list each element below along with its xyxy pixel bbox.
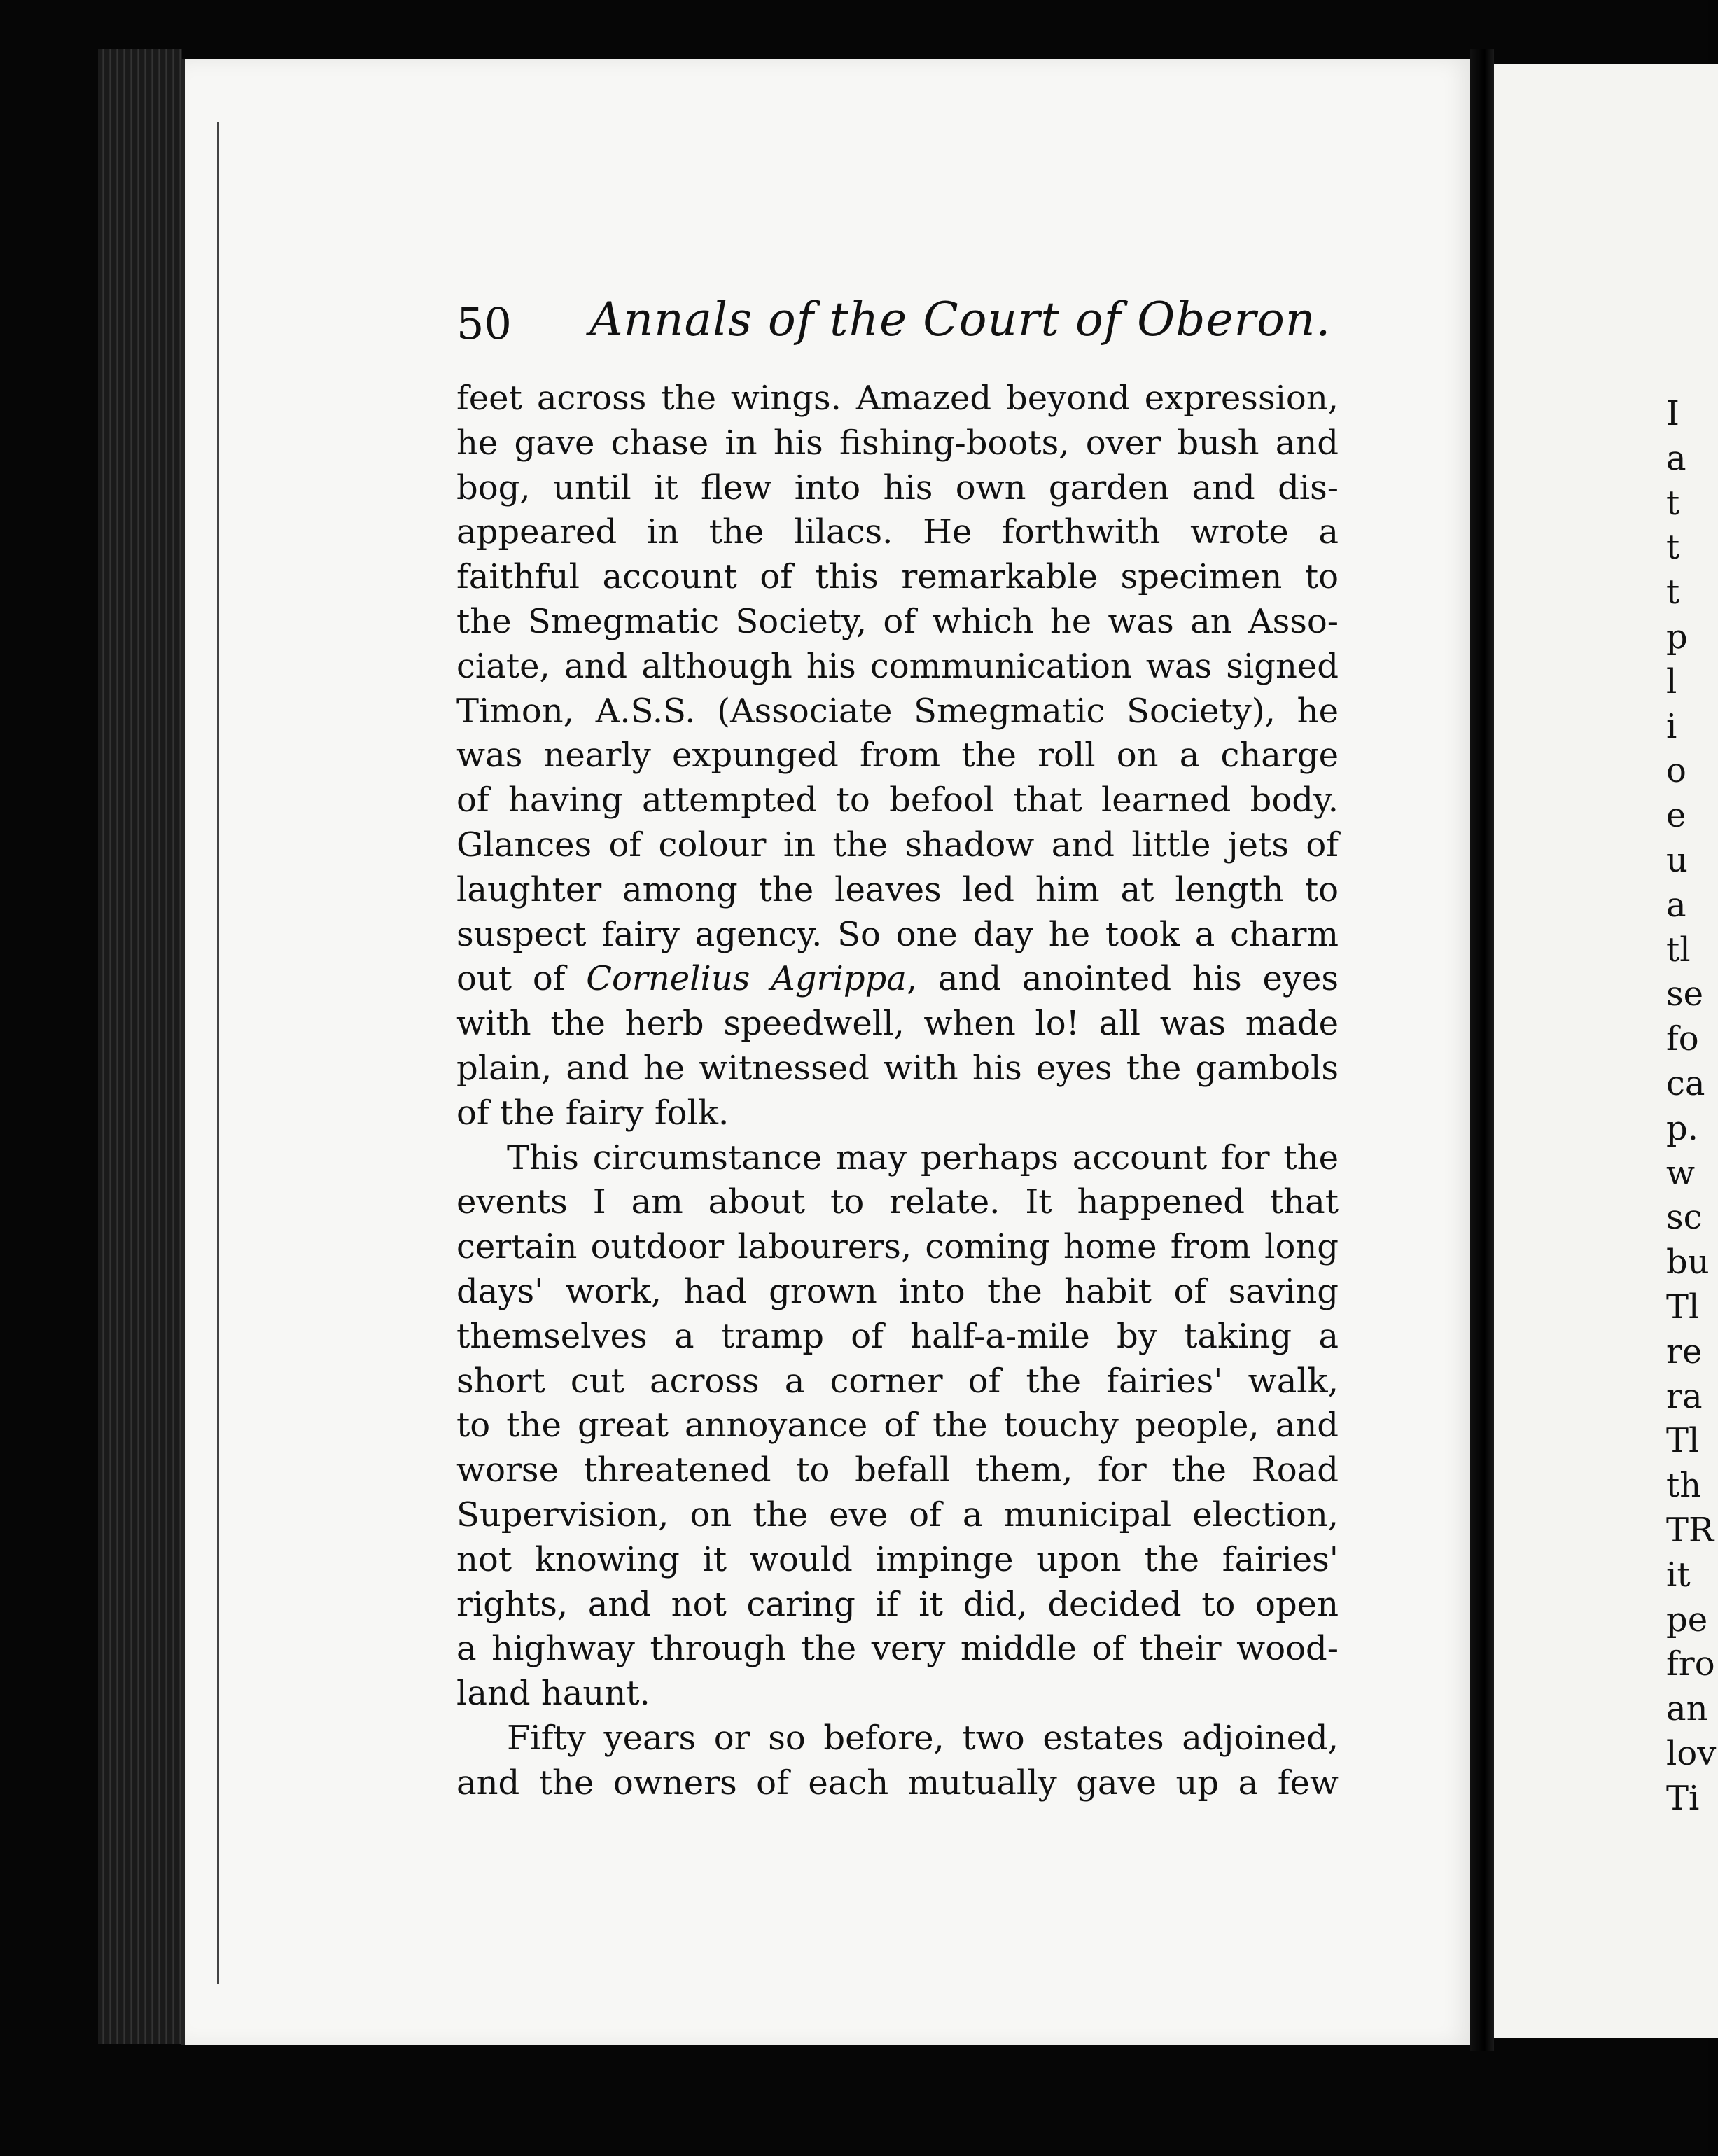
facing-page-fragment: lov xyxy=(1666,1733,1717,1773)
facing-page-fragment: sc xyxy=(1666,1198,1703,1238)
text-line: to the great annoyance of the touchy people, and xyxy=(456,1406,1339,1446)
facing-page-fragment: tl xyxy=(1666,930,1691,969)
facing-page-fragment: ra xyxy=(1666,1376,1703,1416)
margin-rule xyxy=(217,122,219,1984)
text-line: out of Cornelius Agrippa, and anointed his eyes xyxy=(456,959,1339,999)
text-line: and the owners of each mutually gave up a few xyxy=(456,1763,1339,1802)
text-line: themselves a tramp of half-a-mile by taking a xyxy=(456,1316,1339,1356)
facing-page-fragment: e xyxy=(1666,796,1686,836)
facing-page-fragment: fo xyxy=(1666,1019,1699,1059)
text-line: a highway through the very middle of their wood- xyxy=(456,1629,1339,1669)
facing-page-fragment: a xyxy=(1666,885,1686,925)
book-gutter xyxy=(1470,49,1494,2051)
text-line: appeared in the lilacs. He forthwith wrote a xyxy=(456,512,1339,552)
facing-page-fragment: i xyxy=(1666,706,1677,746)
facing-page-fragment: bu xyxy=(1666,1242,1710,1282)
text-line: events I am about to relate. It happened that xyxy=(456,1182,1339,1222)
facing-page-fragment: TR xyxy=(1666,1510,1714,1550)
text-line: not knowing it would impinge upon the fairies' xyxy=(456,1539,1339,1579)
text-line: of having attempted to befool that learned body. xyxy=(456,780,1339,820)
text-line: Timon, A.S.S. (Associate Smegmatic Society), he xyxy=(456,691,1339,731)
text-line: short cut across a corner of the fairies' walk, xyxy=(456,1361,1339,1401)
text-line: with the herb speedwell, when lo! all was made xyxy=(456,1004,1339,1044)
text-line: land haunt. xyxy=(456,1674,650,1714)
facing-page-fragment: l xyxy=(1666,662,1677,701)
facing-page-fragment: Tl xyxy=(1666,1421,1700,1461)
body-text xyxy=(456,377,1339,1806)
page-header xyxy=(456,293,1367,370)
facing-page-fragment: t xyxy=(1666,528,1680,568)
text-line: This circumstance may perhaps account for the xyxy=(507,1138,1339,1177)
text-line: worse threatened to befall them, for the Road xyxy=(456,1450,1339,1490)
facing-page-fragment: ca xyxy=(1666,1063,1705,1103)
page-stack-edge xyxy=(98,49,182,2044)
running-title: Annals of the Court of Oberon. xyxy=(589,293,1332,346)
facing-page-fragment: it xyxy=(1666,1555,1691,1595)
facing-page-fragment: I xyxy=(1666,394,1679,433)
facing-page-fragment: p. xyxy=(1666,1108,1698,1148)
text-line: Fifty years or so before, two estates adjoined, xyxy=(507,1718,1339,1758)
page-number: 50 xyxy=(456,298,512,349)
facing-page-fragment: Tl xyxy=(1666,1287,1700,1326)
text-line: suspect fairy agency. So one day he took a charm xyxy=(456,914,1339,954)
facing-page-fragment: o xyxy=(1666,751,1686,791)
text-line: feet across the wings. Amazed beyond expression, xyxy=(456,379,1339,418)
facing-page-fragment: u xyxy=(1666,840,1688,880)
text-line: of the fairy folk. xyxy=(456,1093,729,1133)
facing-page-fragment: th xyxy=(1666,1466,1702,1506)
facing-page-fragment: Ti xyxy=(1666,1778,1700,1818)
facing-page-fragment: fro xyxy=(1666,1644,1715,1684)
facing-page-text-fragments xyxy=(1666,392,1715,1821)
text-line: he gave chase in his fishing-boots, over bush and xyxy=(456,423,1339,463)
facing-page-fragment: t xyxy=(1666,573,1680,612)
text-line: Supervision, on the eve of a municipal election, xyxy=(456,1494,1339,1534)
text-line: rights, and not caring if it did, decided to open xyxy=(456,1584,1339,1624)
text-line: certain outdoor labourers, coming home from long xyxy=(456,1227,1339,1267)
text-line: bog, until it flew into his own garden and dis- xyxy=(456,468,1339,507)
text-line: plain, and he witnessed with his eyes the gambols xyxy=(456,1048,1339,1088)
facing-page-fragment: w xyxy=(1666,1153,1696,1193)
facing-page-fragment: p xyxy=(1666,617,1688,657)
text-line: the Smegmatic Society, of which he was an Asso- xyxy=(456,601,1339,641)
text-line: ciate, and although his communication was signed xyxy=(456,646,1339,686)
facing-page-fragment: t xyxy=(1666,483,1680,523)
text-line: Glances of colour in the shadow and little jets of xyxy=(456,825,1339,864)
text-line: faithful account of this remarkable specimen to xyxy=(456,557,1339,597)
facing-page-fragment: re xyxy=(1666,1331,1703,1371)
text-line: laughter among the leaves led him at length to xyxy=(456,869,1339,909)
italic-book-title: Cornelius Agrippa xyxy=(586,959,907,999)
text-line: days' work, had grown into the habit of saving xyxy=(456,1271,1339,1311)
facing-page-fragment: se xyxy=(1666,974,1704,1014)
facing-page-fragment: an xyxy=(1666,1689,1708,1729)
facing-page-fragment: pe xyxy=(1666,1600,1708,1639)
facing-page-fragment: a xyxy=(1666,438,1686,478)
text-line: was nearly expunged from the roll on a charge xyxy=(456,736,1339,776)
